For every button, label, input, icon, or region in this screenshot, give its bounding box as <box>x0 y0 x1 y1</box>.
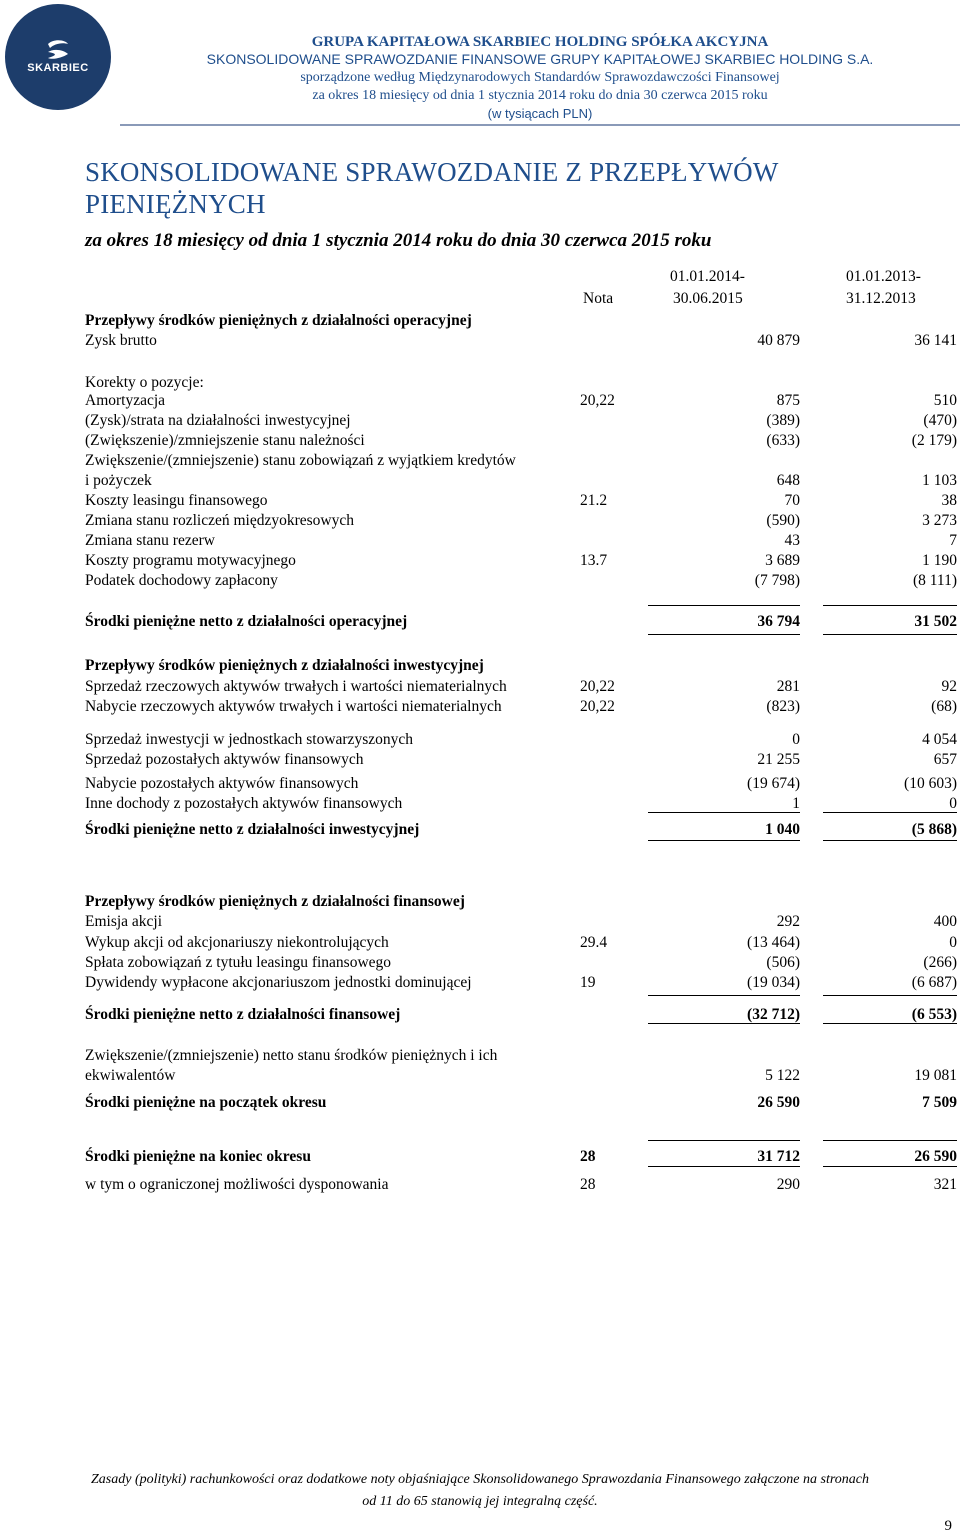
row-value-v2: 400 <box>933 913 957 930</box>
row-label: Środki pieniężne netto z działalności finansowej <box>85 1006 401 1023</box>
row-value-v1: 648 <box>776 472 800 489</box>
row-value-v1: (19 034) <box>747 974 800 991</box>
row-value-v1: 281 <box>776 678 800 695</box>
row-value-v1: (590) <box>766 512 800 529</box>
row-value-v2: (5 868) <box>911 821 957 838</box>
row-value-v2: 7 509 <box>922 1094 957 1111</box>
row-value-v1: 5 122 <box>765 1067 800 1084</box>
row-label: Korekty o pozycje: <box>85 374 204 391</box>
row-label: w tym o ograniczonej możliwości dysponowania <box>85 1176 389 1193</box>
footer-note-line1: Zasady (polityki) rachunkowości oraz dodatkowe noty objaśniające Skonsolidowanego Sprawozdania Finansowego załączone na stronach <box>91 1472 869 1487</box>
row-value-v1: 40 879 <box>757 332 800 349</box>
row-note: 21.2 <box>580 492 608 509</box>
row-value-v2: 657 <box>933 751 957 768</box>
row-label: Przepływy środków pieniężnych z działalności operacyjnej <box>85 312 472 329</box>
header-report-name: SKONSOLIDOWANE SPRAWOZDANIE FINANSOWE GRUPY KAPITAŁOWEJ SKARBIEC HOLDING S.A. <box>206 51 874 67</box>
row-label: Koszty programu motywacyjnego <box>85 552 296 569</box>
subtotal-rule <box>823 812 957 813</box>
header-standards: sporządzone według Międzynarodowych Standardów Sprawozdawczości Finansowej <box>300 70 780 85</box>
row-value-v1: 3 689 <box>765 552 800 569</box>
column-period2-to: 31.12.2013 <box>846 290 916 307</box>
row-note: 28 <box>580 1148 596 1165</box>
logo-text: SKARBIEC <box>27 62 89 74</box>
subtotal-rule <box>823 1140 957 1141</box>
page-number: 9 <box>944 1518 952 1534</box>
row-value-v1: (633) <box>766 432 800 449</box>
row-label: i pożyczek <box>85 472 152 489</box>
column-period1-from: 01.01.2014- <box>670 268 745 285</box>
row-value-v2: (8 111) <box>912 572 957 589</box>
row-value-v1: (506) <box>766 954 800 971</box>
row-value-v1: (389) <box>766 412 800 429</box>
row-value-v2: 4 054 <box>922 731 957 748</box>
row-value-v2: (68) <box>931 698 957 715</box>
row-label: Zmiana stanu rozliczeń międzyokresowych <box>85 512 354 529</box>
row-value-v2: 92 <box>941 678 957 695</box>
row-label: Środki pieniężne na koniec okresu <box>85 1148 311 1165</box>
row-label: Wykup akcji od akcjonariuszy niekontrolujących <box>85 934 389 951</box>
row-value-v1: 43 <box>784 532 800 549</box>
row-value-v2: 31 502 <box>914 613 957 630</box>
row-label: Podatek dochodowy zapłacony <box>85 572 278 589</box>
row-value-v1: 1 <box>792 795 800 812</box>
logo-mark-icon <box>44 38 72 64</box>
total-rule <box>823 1023 957 1024</box>
row-label: Emisja akcji <box>85 913 163 930</box>
subtotal-rule <box>648 1140 800 1141</box>
subtotal-rule <box>648 995 800 996</box>
page-subtitle: za okres 18 miesięcy od dnia 1 stycznia 2014 roku do dnia 30 czerwca 2015 roku <box>85 230 712 251</box>
row-value-v1: (13 464) <box>747 934 800 951</box>
row-note: 28 <box>580 1176 596 1193</box>
row-label: Spłata zobowiązań z tytułu leasingu finansowego <box>85 954 392 971</box>
column-period2-from: 01.01.2013- <box>846 268 921 285</box>
row-value-v2: 26 590 <box>914 1148 957 1165</box>
row-value-v1: 36 794 <box>757 613 800 630</box>
subtotal-rule <box>823 995 957 996</box>
header-group-name: GRUPA KAPITAŁOWA SKARBIEC HOLDING SPÓŁKA AKCYJNA <box>311 34 769 50</box>
row-label: Dywidendy wypłacone akcjonariuszom jednostki dominującej <box>85 974 472 991</box>
subtotal-rule <box>648 605 800 606</box>
row-value-v2: 3 273 <box>922 512 957 529</box>
row-label: Zysk brutto <box>85 332 157 349</box>
subtotal-rule <box>823 605 957 606</box>
column-period1-to: 30.06.2015 <box>673 290 743 307</box>
row-value-v2: 0 <box>949 934 957 951</box>
row-note: 20,22 <box>580 698 615 715</box>
total-rule <box>648 840 800 841</box>
row-value-v2: 0 <box>949 795 957 812</box>
row-value-v2: 19 081 <box>914 1067 957 1084</box>
page-header <box>0 0 960 126</box>
row-label: Zwiększenie/(zmniejszenie) netto stanu środków pieniężnych i ich <box>85 1047 498 1064</box>
row-label: Koszty leasingu finansowego <box>85 492 268 509</box>
subtotal-rule <box>648 812 800 813</box>
row-note: 20,22 <box>580 392 615 409</box>
row-label: Sprzedaż inwestycji w jednostkach stowarzyszonych <box>85 731 413 748</box>
row-label: Zwiększenie/(zmniejszenie) stanu zobowiązań z wyjątkiem kredytów <box>85 452 516 469</box>
skarbiec-logo <box>5 4 111 110</box>
page-title: SKONSOLIDOWANE SPRAWOZDANIE Z PRZEPŁYWÓW PIENIĘŻNYCH <box>85 157 779 219</box>
row-label: Środki pieniężne netto z działalności operacyjnej <box>85 613 408 630</box>
row-label: Środki pieniężne na początek okresu <box>85 1094 327 1111</box>
footer-note-line2: od 11 do 65 stanowią jej integralną część. <box>362 1494 598 1509</box>
row-value-v2: 510 <box>933 392 957 409</box>
row-note: 20,22 <box>580 678 615 695</box>
row-note: 29.4 <box>580 934 608 951</box>
column-note: Nota <box>583 290 614 307</box>
total-rule <box>823 634 957 635</box>
total-rule <box>823 1166 957 1167</box>
row-label: Nabycie pozostałych aktywów finansowych <box>85 775 359 792</box>
row-label: Sprzedaż pozostałych aktywów finansowych <box>85 751 364 768</box>
row-value-v1: (823) <box>766 698 800 715</box>
row-label: Środki pieniężne netto z działalności inwestycyjnej <box>85 821 420 838</box>
total-rule <box>648 634 800 635</box>
row-value-v2: (6 553) <box>911 1006 957 1023</box>
row-note: 13.7 <box>580 552 608 569</box>
row-label: Inne dochody z pozostałych aktywów finansowych <box>85 795 403 812</box>
row-label: ekwiwalentów <box>85 1067 176 1084</box>
row-label: Nabycie rzeczowych aktywów trwałych i wartości niematerialnych <box>85 698 502 715</box>
row-value-v2: (6 687) <box>911 974 957 991</box>
row-label: Przepływy środków pieniężnych z działalności inwestycyjnej <box>85 657 484 674</box>
row-value-v1: 70 <box>784 492 800 509</box>
header-currency: (w tysiącach PLN) <box>487 106 593 121</box>
row-value-v1: (32 712) <box>747 1006 800 1023</box>
row-value-v1: 292 <box>776 913 800 930</box>
row-value-v2: 7 <box>949 532 957 549</box>
row-value-v1: 26 590 <box>757 1094 800 1111</box>
row-value-v2: 1 190 <box>922 552 957 569</box>
row-label: (Zysk)/strata na działalności inwestycyjnej <box>85 412 351 429</box>
row-value-v2: 1 103 <box>922 472 957 489</box>
total-rule <box>648 1166 800 1167</box>
row-value-v2: 38 <box>941 492 957 509</box>
row-value-v2: (470) <box>923 412 957 429</box>
row-value-v1: (7 798) <box>754 572 800 589</box>
row-value-v2: (2 179) <box>911 432 957 449</box>
header-divider <box>120 124 960 126</box>
row-label: Zmiana stanu rezerw <box>85 532 215 549</box>
header-period: za okres 18 miesięcy od dnia 1 stycznia 2014 roku do dnia 30 czerwca 2015 roku <box>312 88 768 103</box>
row-value-v2: (266) <box>923 954 957 971</box>
row-value-v1: 1 040 <box>765 821 800 838</box>
row-value-v1: 31 712 <box>757 1148 800 1165</box>
total-rule <box>648 1023 800 1024</box>
row-value-v2: 36 141 <box>914 332 957 349</box>
row-value-v1: 875 <box>776 392 800 409</box>
row-note: 19 <box>580 974 596 991</box>
row-value-v1: 290 <box>776 1176 800 1193</box>
row-value-v2: 321 <box>933 1176 957 1193</box>
row-label: Przepływy środków pieniężnych z działalności finansowej <box>85 893 465 910</box>
row-value-v2: (10 603) <box>904 775 957 792</box>
row-label: Sprzedaż rzeczowych aktywów trwałych i wartości niematerialnych <box>85 678 507 695</box>
row-label: (Zwiększenie)/zmniejszenie stanu należności <box>85 432 365 449</box>
row-value-v1: (19 674) <box>747 775 800 792</box>
row-value-v1: 21 255 <box>757 751 800 768</box>
row-value-v1: 0 <box>792 731 800 748</box>
row-label: Amortyzacja <box>85 392 166 409</box>
total-rule <box>823 840 957 841</box>
